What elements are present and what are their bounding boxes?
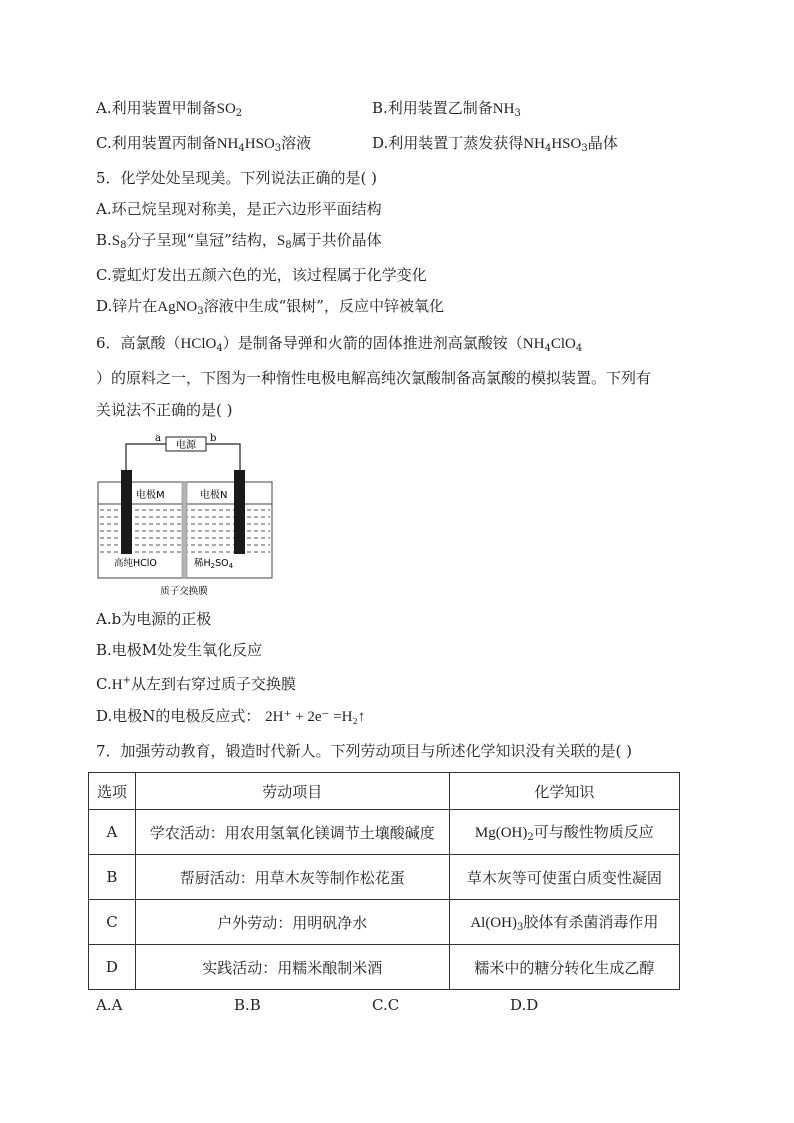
- row-knowledge: 糯米中的糖分转化生成乙醇: [449, 945, 679, 990]
- q5-option-b: $B.S_8$分子呈现“皇冠”结构，$S_8$属于共价晶体: [96, 231, 382, 251]
- q4-option-c: C.利用装置丙制备$NH_4HSO_3$溶液: [96, 134, 312, 154]
- q4-option-b: B.利用装置乙制备$NH_3$: [372, 99, 521, 119]
- left-solution-label: 高纯HClO: [114, 558, 157, 569]
- q6-stem-line2: ）的原料之一，下图为一种惰性电极电解高纯次氯酸制备高氯酸的模拟装置。下列有: [96, 369, 652, 387]
- terminal-a: a: [155, 433, 161, 444]
- header-option: 选项: [89, 773, 136, 810]
- row-knowledge: 草木灰等可使蛋白质变性凝固: [449, 855, 679, 900]
- table-header-row: [89, 773, 680, 810]
- q7-table: [88, 772, 680, 990]
- row-option: D: [89, 945, 136, 990]
- row-task: 实践活动：用糯米酿制米酒: [135, 945, 449, 990]
- row-task: 户外劳动：用明矾净水: [135, 900, 449, 945]
- electrode-m-label: 电极M: [136, 490, 165, 501]
- right-solution-label: 稀$H_2SO_4$: [194, 558, 234, 570]
- electrode-n: [234, 470, 245, 554]
- q6-option-c: C.H+从左到右穿过质子交换膜: [96, 675, 296, 693]
- q5-stem: 5．化学处处呈现美。下列说法正确的是( ): [96, 169, 378, 187]
- q6-option-a: A.b为电源的正极: [96, 610, 212, 628]
- terminal-b: b: [210, 433, 217, 444]
- table-row: [89, 855, 680, 900]
- q7-stem: 7．加强劳动教育，锻造时代新人。下列劳动项目与所述化学知识没有关联的是( ): [96, 742, 633, 760]
- q6-option-b: B.电极M处发生氧化反应: [96, 641, 263, 659]
- wire-right: [206, 444, 240, 470]
- membrane-label: 质子交换膜: [160, 586, 208, 597]
- table-row: [89, 945, 680, 990]
- q7-answer-c: C.C: [372, 996, 400, 1014]
- q6-option-d: D.电极N的电极反应式： 2H⁺ + 2e⁻ =H₂↑: [96, 707, 366, 725]
- q5-option-c: C.霓虹灯发出五颜六色的光，该过程属于化学变化: [96, 266, 427, 284]
- power-label: 电源: [176, 440, 196, 451]
- electrolysis-diagram: [96, 432, 276, 602]
- row-option: C: [89, 900, 136, 945]
- q6-stem-line1: 6．高氯酸（HClO$_4$）是制备导弹和火箭的固体推进剂高氯酸铵（$NH_4ClO_4$: [96, 334, 583, 354]
- table-row: [89, 900, 680, 945]
- row-task: 帮厨活动：用草木灰等制作松花蛋: [135, 855, 449, 900]
- q4-option-a: A.利用装置甲制备$SO_2$: [96, 99, 243, 119]
- q7-answer-d: D.D: [510, 996, 539, 1014]
- wire-left: [126, 444, 166, 470]
- row-knowledge: $Mg(OH)_2$可与酸性物质反应: [449, 810, 679, 855]
- electrode-n-label: 电极N: [200, 490, 228, 501]
- row-option: A: [89, 810, 136, 855]
- q6-stem-line3: 关说法不正确的是( ): [96, 401, 233, 419]
- header-knowledge: 化学知识: [449, 773, 679, 810]
- table-row: [89, 810, 680, 855]
- q4-option-d: D.利用装置丁蒸发获得$NH_4HSO_3$晶体: [372, 134, 618, 154]
- q7-answer-b: B.B: [234, 996, 261, 1014]
- row-knowledge: $Al(OH)_3$胶体有杀菌消毒作用: [449, 900, 679, 945]
- q5-option-d: D.锌片在AgNO$_3$溶液中生成“银树”，反应中锌被氧化: [96, 297, 444, 317]
- row-task: 学农活动：用农用氢氧化镁调节土壤酸碱度: [135, 810, 449, 855]
- electrode-m: [121, 470, 132, 554]
- row-option: B: [89, 855, 136, 900]
- q5-option-a: A.环己烷呈现对称美，是正六边形平面结构: [96, 200, 382, 218]
- proton-exchange-membrane: [182, 482, 187, 578]
- header-task: 劳动项目: [135, 773, 449, 810]
- q7-answer-a: A.A: [96, 996, 123, 1014]
